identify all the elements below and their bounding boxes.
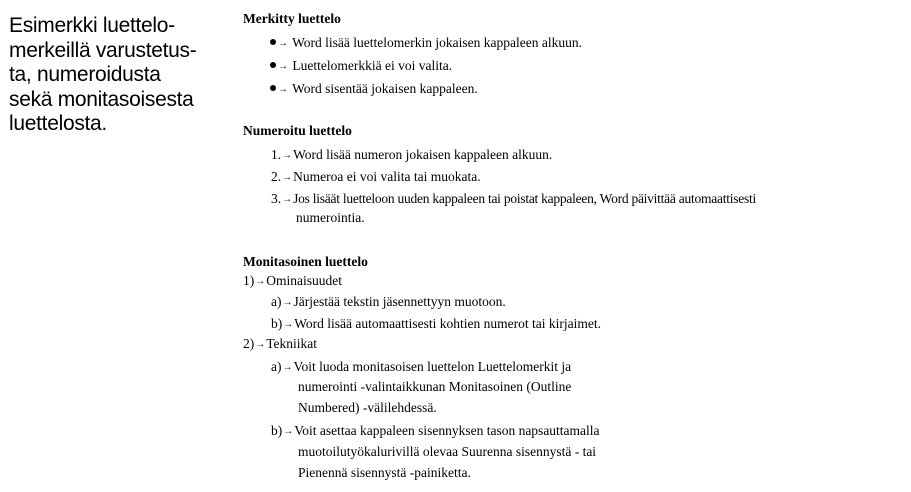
item-number: 2) bbox=[243, 336, 255, 351]
tab-arrow-icon: → bbox=[282, 362, 293, 373]
tab-arrow-icon: → bbox=[278, 38, 288, 49]
item-text: Word lisää numeron jokaisen kappaleen alkuun. bbox=[293, 147, 553, 162]
numbered-list-item bbox=[271, 191, 756, 207]
item-letter: a) bbox=[271, 294, 282, 309]
figure-caption bbox=[9, 14, 229, 137]
bulleted-list-item bbox=[270, 58, 452, 74]
outline-list-heading: Monitasoinen luettelo bbox=[243, 254, 368, 269]
item-text: Numeroa ei voi valita tai muokata. bbox=[293, 169, 481, 184]
item-text: Järjestää tekstin jäsennettyyn muotoon. bbox=[293, 294, 506, 309]
tab-arrow-icon: → bbox=[283, 426, 294, 437]
caption-line: merkeillä varustetus- bbox=[9, 38, 197, 62]
outline-item-continuation: numerointi -valintaikkunan Monitasoinen (Outline bbox=[298, 379, 572, 394]
tab-arrow-icon: → bbox=[278, 84, 288, 95]
tab-arrow-icon: → bbox=[282, 150, 293, 161]
bulleted-list-heading: Merkitty luettelo bbox=[243, 11, 341, 26]
item-text: Voit asettaa kappaleen sisennyksen tason napsauttamalla bbox=[294, 423, 600, 438]
outline-level2-item bbox=[271, 359, 571, 375]
bullet-icon bbox=[270, 62, 276, 68]
outline-level1-item bbox=[243, 273, 342, 289]
caption-line: Esimerkki luettelo- bbox=[9, 14, 175, 37]
item-letter: b) bbox=[271, 423, 283, 438]
caption-line: luettelosta. bbox=[9, 112, 107, 135]
bulleted-list-item bbox=[270, 35, 582, 51]
numbered-list-item bbox=[271, 147, 552, 163]
item-number: 1) bbox=[243, 273, 255, 288]
caption-line: sekä monitasoisesta bbox=[9, 87, 194, 111]
tab-arrow-icon: → bbox=[255, 276, 266, 287]
tab-arrow-icon: → bbox=[282, 194, 293, 205]
numbered-list-item bbox=[271, 169, 481, 185]
outline-level2-item bbox=[271, 316, 601, 332]
outline-level2-item bbox=[271, 294, 506, 310]
tab-arrow-icon: → bbox=[283, 319, 294, 330]
item-number: 1. bbox=[271, 147, 282, 162]
outline-item-continuation: muotoilutyökalurivillä olevaa Suurenna sisennystä - tai bbox=[298, 444, 597, 459]
item-text: Luettelomerkkiä ei voi valita. bbox=[292, 58, 453, 73]
item-text: Ominaisuudet bbox=[266, 273, 342, 288]
item-number: 2. bbox=[271, 169, 282, 184]
bullet-icon bbox=[270, 85, 276, 91]
outline-level1-item bbox=[243, 336, 317, 352]
item-text: Voit luoda monitasoisen luettelon Luettelomerkit ja bbox=[293, 359, 572, 374]
item-text: Tekniikat bbox=[266, 336, 318, 351]
outline-level2-item bbox=[271, 423, 600, 439]
item-text: Word lisää automaattisesti kohtien numerot tai kirjaimet. bbox=[294, 316, 601, 331]
item-text: Jos lisäät luetteloon uuden kappaleen tai poistat kappaleen, Word päivittää automaattisesti bbox=[293, 191, 757, 206]
tab-arrow-icon: → bbox=[282, 297, 293, 308]
tab-arrow-icon: → bbox=[255, 339, 266, 350]
item-text: Word sisentää jokaisen kappaleen. bbox=[292, 81, 478, 96]
item-text: Word lisää luettelomerkin jokaisen kappaleen alkuun. bbox=[292, 35, 582, 50]
outline-item-continuation: Pienennä sisennystä -painiketta. bbox=[298, 465, 471, 480]
tab-arrow-icon: → bbox=[278, 61, 288, 72]
bulleted-list-item bbox=[270, 81, 478, 97]
bullet-icon bbox=[270, 39, 276, 45]
numbered-list-heading: Numeroitu luettelo bbox=[243, 123, 352, 138]
caption-line: ta, numeroidusta bbox=[9, 63, 161, 86]
outline-item-continuation: Numbered) -välilehdessä. bbox=[298, 400, 437, 415]
numbered-list-item-continuation: numerointia. bbox=[296, 210, 365, 225]
item-number: 3. bbox=[271, 191, 282, 206]
item-letter: a) bbox=[271, 359, 282, 374]
item-letter: b) bbox=[271, 316, 283, 331]
tab-arrow-icon: → bbox=[282, 172, 293, 183]
